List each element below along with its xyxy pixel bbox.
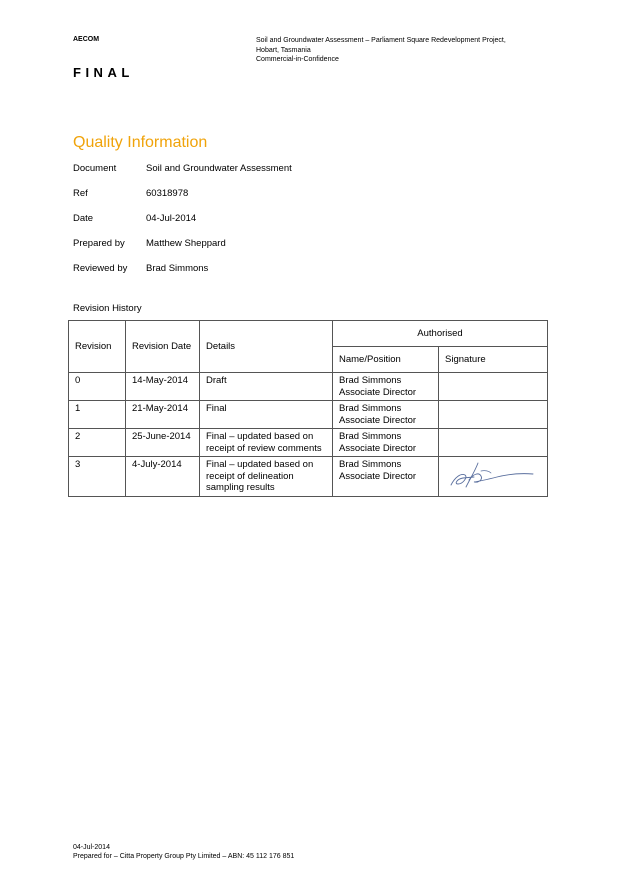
table-row bbox=[69, 401, 548, 429]
cell-name-position bbox=[333, 429, 439, 457]
cell-name: Brad Simmons bbox=[339, 375, 402, 386]
project-title-line1: Soil and Groundwater Assessment – Parliament Square Redevelopment Project, bbox=[256, 37, 506, 44]
cell-position: Associate Director bbox=[339, 414, 417, 426]
details-line: Final – updated based on bbox=[206, 459, 314, 470]
document-header bbox=[256, 36, 506, 65]
confidentiality-notice: Commercial-in-Confidence bbox=[256, 56, 339, 63]
project-title-line2: Hobart, Tasmania bbox=[256, 46, 311, 54]
field-label-reviewed-by: Reviewed by bbox=[73, 263, 128, 274]
header-revision: Revision bbox=[69, 321, 126, 373]
details-line: Final – updated based on bbox=[206, 431, 314, 442]
cell-signature bbox=[439, 457, 548, 497]
cell-name: Brad Simmons bbox=[339, 459, 402, 470]
details-line: receipt of delineation bbox=[206, 470, 294, 482]
cell-date: 4-July-2014 bbox=[126, 457, 200, 497]
field-label-document: Document bbox=[73, 163, 117, 174]
field-value-prepared-by: Matthew Sheppard bbox=[146, 238, 226, 249]
field-label-ref: Ref bbox=[73, 188, 88, 199]
cell-name-position bbox=[333, 401, 439, 429]
details-line: receipt of review comments bbox=[206, 442, 322, 454]
field-value-date: 04-Jul-2014 bbox=[146, 213, 197, 224]
field-label-date: Date bbox=[73, 213, 94, 224]
cell-name: Brad Simmons bbox=[339, 431, 402, 442]
cell-revision: 1 bbox=[69, 401, 126, 429]
footer-prepared-for: Prepared for – Citta Property Group Pty Limited – ABN: 45 112 176 851 bbox=[73, 853, 295, 860]
header-authorised: Authorised bbox=[333, 321, 548, 347]
cell-position: Associate Director bbox=[339, 386, 417, 398]
details-line: sampling results bbox=[206, 482, 275, 493]
cell-date: 21-May-2014 bbox=[126, 401, 200, 429]
cell-date: 25-June-2014 bbox=[126, 429, 200, 457]
header-signature: Signature bbox=[439, 347, 548, 373]
cell-name-position bbox=[333, 457, 439, 497]
cell-date: 14-May-2014 bbox=[126, 373, 200, 401]
table-row bbox=[69, 457, 548, 497]
revision-history-heading: Revision History bbox=[73, 303, 142, 314]
details-line: Draft bbox=[206, 375, 227, 386]
cell-details bbox=[200, 457, 333, 497]
field-value-ref: 60318978 bbox=[146, 188, 189, 199]
document-status: FINAL bbox=[73, 65, 134, 80]
cell-position: Associate Director bbox=[339, 470, 417, 482]
cell-details bbox=[200, 429, 333, 457]
signature-image bbox=[443, 457, 539, 491]
cell-details bbox=[200, 401, 333, 429]
quality-information-heading: Quality Information bbox=[73, 134, 208, 151]
company-name: AECOM bbox=[73, 36, 100, 43]
cell-revision: 2 bbox=[69, 429, 126, 457]
table-row bbox=[69, 373, 548, 401]
footer-date: 04-Jul-2014 bbox=[73, 844, 110, 851]
field-label-prepared-by: Prepared by bbox=[73, 238, 125, 249]
cell-position: Associate Director bbox=[339, 442, 417, 454]
cell-signature bbox=[439, 429, 548, 457]
revision-history-table bbox=[68, 320, 548, 497]
header-name-position: Name/Position bbox=[333, 347, 439, 373]
cell-signature bbox=[439, 401, 548, 429]
field-value-document: Soil and Groundwater Assessment bbox=[146, 163, 292, 174]
cell-name: Brad Simmons bbox=[339, 403, 402, 414]
cell-revision: 0 bbox=[69, 373, 126, 401]
cell-details bbox=[200, 373, 333, 401]
details-line: Final bbox=[206, 403, 227, 414]
cell-signature bbox=[439, 373, 548, 401]
field-value-reviewed-by: Brad Simmons bbox=[146, 263, 209, 274]
header-revision-date: Revision Date bbox=[126, 321, 200, 373]
page-footer bbox=[73, 843, 294, 861]
header-details: Details bbox=[200, 321, 333, 373]
cell-name-position bbox=[333, 373, 439, 401]
table-row bbox=[69, 429, 548, 457]
cell-revision: 3 bbox=[69, 457, 126, 497]
